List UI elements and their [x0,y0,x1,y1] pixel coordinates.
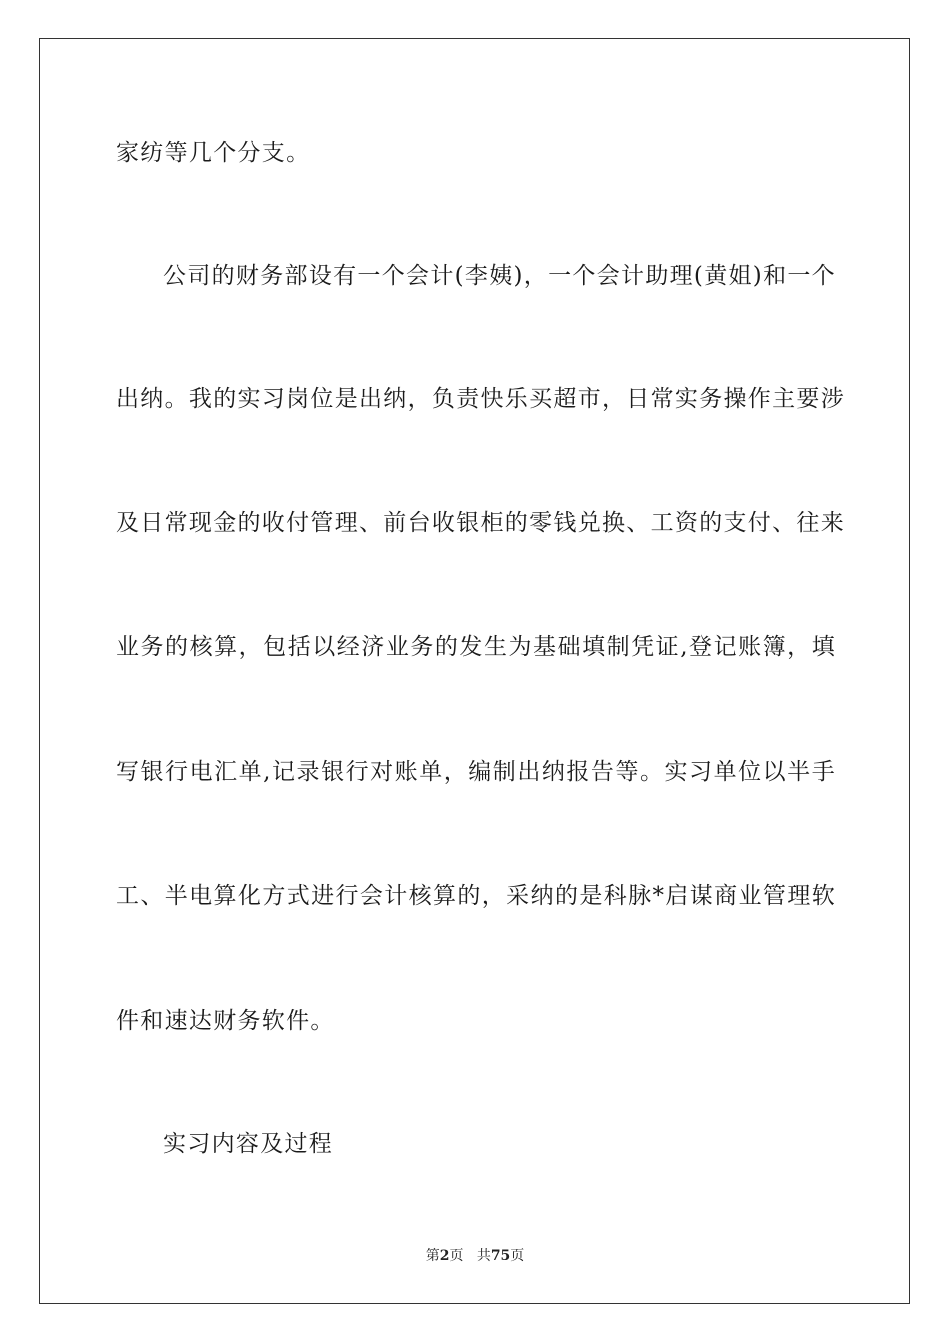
page-border [39,38,910,1304]
section-heading: 实习内容及过程 [163,1131,334,1157]
footer-total-prefix: 共 [476,1248,491,1264]
page-footer [0,1246,950,1266]
text-line-8: 件和速达财务软件。 [116,1008,335,1034]
footer-total-suffix: 页 [510,1248,525,1264]
footer-page-prefix: 第 [425,1248,440,1264]
text-line-2: 公司的财务部设有一个会计(李姨)，一个会计助理(黄姐)和一个 [163,263,836,289]
footer-page-number: 2 [439,1248,450,1264]
footer-total-pages: 75 [490,1248,511,1264]
text-line-7: 工、半电算化方式进行会计核算的，采纳的是科脉*启谋商业管理软 [116,883,836,909]
text-line-3: 出纳。我的实习岗位是出纳，负责快乐买超市，日常实务操作主要涉 [116,386,845,412]
footer-page-suffix: 页 [449,1248,464,1264]
text-line-1: 家纺等几个分支。 [116,140,311,166]
text-line-6: 写银行电汇单,记录银行对账单，编制出纳报告等。实习单位以半手 [116,759,836,785]
text-line-5: 业务的核算，包括以经济业务的发生为基础填制凭证,登记账簿，填 [116,634,836,660]
text-line-4: 及日常现金的收付管理、前台收银柜的零钱兑换、工资的支付、往来 [116,510,845,536]
